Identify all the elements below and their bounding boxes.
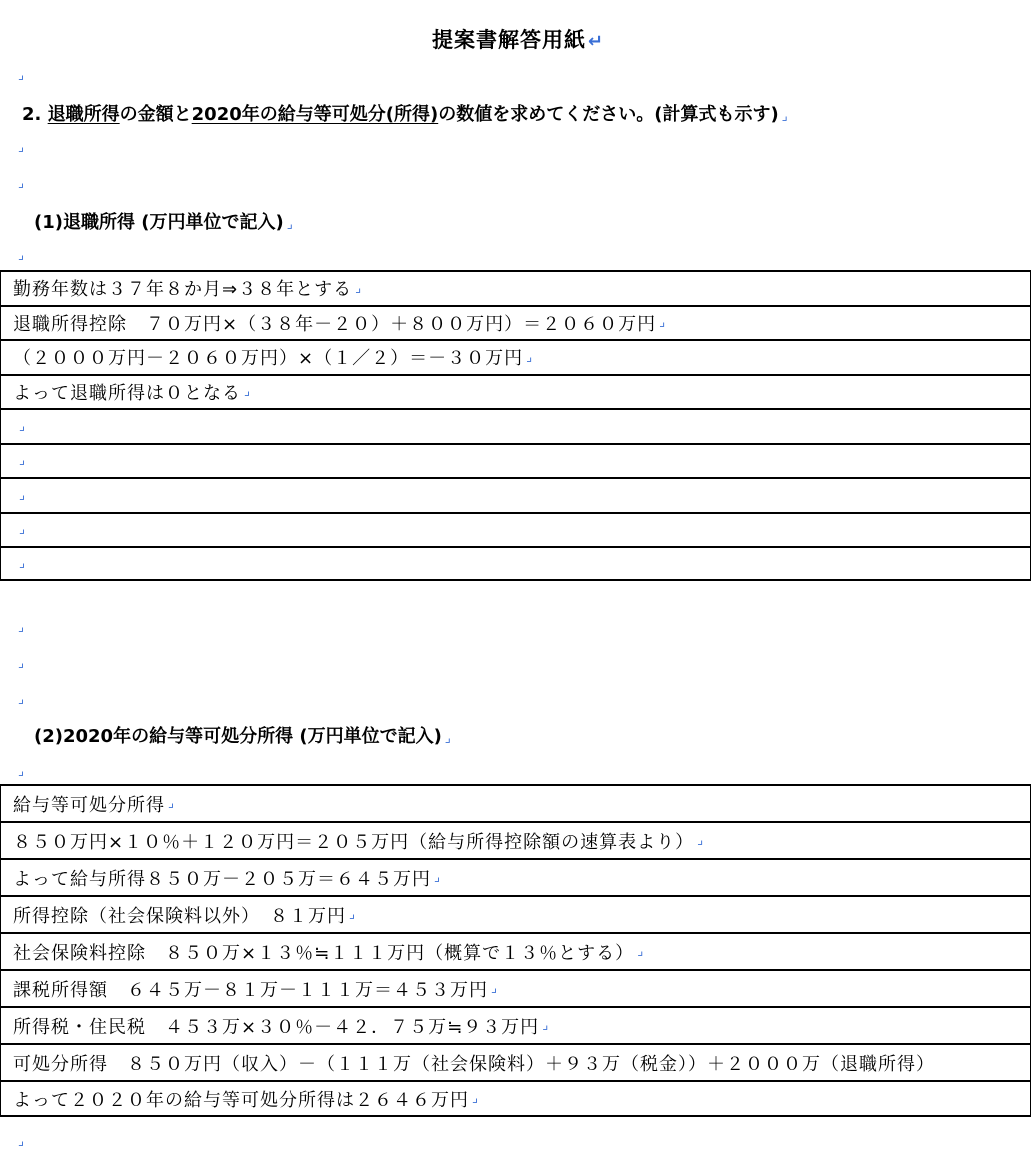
answer-row[interactable]	[0, 374, 1031, 409]
paragraph-mark-icon: ⌟	[781, 109, 788, 124]
paragraph-mark-icon: ⌟	[542, 1018, 550, 1033]
section1-heading	[34, 208, 293, 234]
answer-row[interactable]	[0, 895, 1031, 932]
paragraph-mark-icon: ⌟	[168, 796, 176, 811]
paragraph-mark-icon: ⌟	[244, 384, 252, 400]
answer-row[interactable]	[0, 858, 1031, 895]
question-text	[22, 100, 788, 126]
paragraph-mark-icon: ⌟	[18, 140, 25, 155]
paragraph-mark-icon: ⌟	[355, 280, 363, 296]
answer-row-text: よって給与所得８５０万－２０５万＝６４５万円	[13, 868, 431, 890]
answer-row-text: 退職所得控除 ７０万円×（３８年－２０）＋８００万円）＝２０６０万円	[13, 313, 657, 335]
paragraph-mark-icon: ⌟	[18, 620, 25, 635]
paragraph-mark-icon: ⌟	[637, 944, 645, 959]
paragraph-mark-icon: ⌟	[286, 217, 293, 232]
paragraph-mark-icon: ⌟	[491, 981, 499, 996]
answer-row[interactable]	[0, 821, 1031, 858]
question-number: 2.	[22, 104, 42, 125]
answer-row[interactable]	[0, 443, 1031, 478]
paragraph-mark-icon: ⌟	[472, 1091, 480, 1106]
answer-row-text: よって退職所得は０となる	[13, 382, 241, 404]
section1-answer-table	[0, 270, 1031, 581]
answer-row[interactable]	[0, 477, 1031, 512]
paragraph-mark-icon: ⌟	[19, 418, 27, 434]
paragraph-mark-icon: ⌟	[18, 764, 25, 779]
answer-row[interactable]	[0, 932, 1031, 969]
answer-row[interactable]	[0, 1080, 1031, 1117]
answer-row-text: 可処分所得 ８５０万円（収入）－（１１１万（社会保険料）＋９３万（税金））＋２０００万（退職所得）	[13, 1053, 935, 1075]
title-text: 提案書解答用紙	[431, 28, 586, 52]
paragraph-mark-icon: ⌟	[18, 656, 25, 671]
answer-row-text: （２０００万円－２０６０万円）×（１／２）＝－３０万円	[13, 348, 524, 370]
paragraph-mark-icon: ⌟	[19, 453, 27, 469]
paragraph-mark-icon: ⌟	[18, 1134, 25, 1149]
paragraph-mark-icon: ⌟	[18, 176, 25, 191]
question-term-retirement: 退職所得	[47, 104, 120, 125]
paragraph-return-icon: ↵	[587, 31, 605, 52]
answer-row-text: 所得控除（社会保険料以外） ８１万円	[13, 905, 346, 927]
answer-row[interactable]	[0, 1006, 1031, 1043]
paragraph-mark-icon: ⌟	[659, 315, 667, 331]
paragraph-mark-icon: ⌟	[444, 731, 451, 746]
section1-heading-text: (1)退職所得 (万円単位で記入)	[34, 212, 284, 233]
answer-row[interactable]	[0, 270, 1031, 305]
document-title	[0, 24, 1036, 54]
answer-row[interactable]	[0, 339, 1031, 374]
answer-row[interactable]	[0, 1043, 1031, 1080]
answer-row-text: 給与等可処分所得	[13, 794, 165, 816]
answer-row[interactable]	[0, 546, 1031, 581]
answer-row[interactable]	[0, 512, 1031, 547]
paragraph-mark-icon: ⌟	[434, 870, 442, 885]
answer-row[interactable]	[0, 408, 1031, 443]
paragraph-mark-icon: ⌟	[18, 248, 25, 263]
section2-heading-text: (2)2020年の給与等可処分所得 (万円単位で記入)	[34, 726, 442, 747]
answer-row-text: よって２０２０年の給与等可処分所得は２６４６万円	[13, 1089, 469, 1111]
section2-heading	[34, 722, 451, 748]
answer-row-text: 課税所得額 ６４５万－８１万－１１１万＝４５３万円	[13, 979, 488, 1001]
answer-row-text: 社会保険料控除 ８５０万×１３％≒１１１万円（概算で１３％とする）	[13, 942, 635, 964]
question-term-disposable: 2020年の給与等可処分(所得)	[191, 104, 439, 125]
answer-row[interactable]	[0, 784, 1031, 821]
paragraph-mark-icon: ⌟	[19, 555, 27, 571]
answer-row-text: 所得税・住民税 ４５３万×３０％－４２．７５万≒９３万円	[13, 1016, 540, 1038]
paragraph-mark-icon: ⌟	[19, 487, 27, 503]
paragraph-mark-icon: ⌟	[349, 907, 357, 922]
question-instruction: の数値を求めてください。(計算式も示す)	[438, 104, 779, 125]
paragraph-mark-icon: ⌟	[526, 349, 534, 365]
section2-answer-table	[0, 784, 1031, 1117]
paragraph-mark-icon: ⌟	[19, 522, 27, 538]
answer-row-text: 勤務年数は３７年８か月⇒３８年とする	[13, 279, 353, 301]
answer-row[interactable]	[0, 305, 1031, 340]
paragraph-mark-icon: ⌟	[18, 68, 25, 83]
answer-row-text: ８５０万円×１０％＋１２０万円＝２０５万円（給与所得控除額の速算表より）	[13, 831, 695, 853]
paragraph-mark-icon: ⌟	[18, 692, 25, 707]
paragraph-mark-icon: ⌟	[697, 833, 705, 848]
question-connector: の金額と	[119, 104, 192, 125]
answer-row[interactable]	[0, 969, 1031, 1006]
